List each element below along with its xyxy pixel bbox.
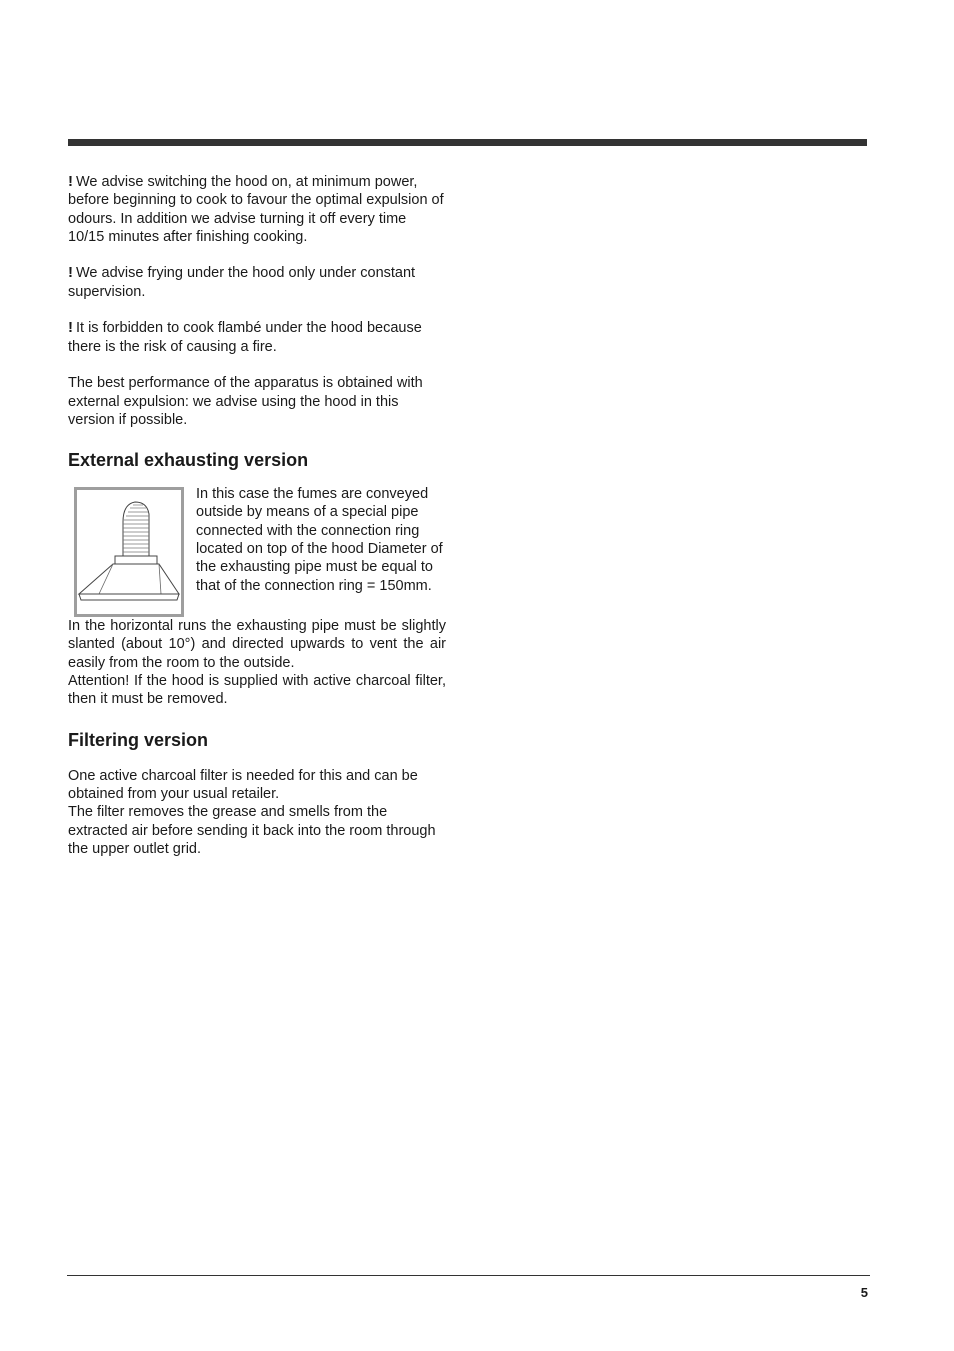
top-divider-bar: [68, 139, 867, 146]
warning-paragraph: [68, 319, 446, 356]
external-exhausting-heading: External exhausting version: [68, 450, 309, 471]
filtering-paragraph-1: One active charcoal filter is needed for this and can be obtained from your usual retailer.: [68, 767, 418, 802]
attention-paragraph: Attention! If the hood is supplied with active charcoal filter, then it must be removed.: [68, 673, 446, 708]
warning-paragraph: [68, 264, 446, 301]
warning-marker: !: [68, 264, 73, 282]
filtering-paragraph-2: The filter removes the grease and smells from the extracted air before sending it back into the room through the upper outlet grid.: [68, 804, 436, 857]
intro-paragraph: The best performance of the apparatus is obtained with external expulsion: we advise using the hood in this version if possible.: [68, 375, 423, 428]
warning-marker: !: [68, 173, 73, 190]
figure-caption-text: In this case the fumes are conveyed outside by means of a special pipe connected with the connection ring located on top of the hood Diameter of the exhausting pipe must be equal to that of the connection ring = 150mm.: [196, 486, 443, 594]
filtering-version-heading: Filtering version: [68, 729, 209, 750]
warning-marker: !: [68, 319, 73, 337]
main-column: [68, 173, 446, 858]
external-figure-block: [68, 485, 446, 617]
warning-text: We advise switching the hood on, at minimum power, before beginning to cook to favour the optimal expulsion of odours. In addition we advise turning it off every time 10/15 minutes after finishing cooking.: [68, 174, 444, 245]
page-number: 5: [860, 1285, 868, 1300]
bottom-divider-line: [67, 1275, 870, 1276]
hood-with-pipe-illustration: [74, 487, 184, 617]
horizontal-runs-paragraph: In the horizontal runs the exhausting pipe must be slightly slanted (about 10°) and directed upwards to vent the air easily from the room to the outside.: [68, 618, 446, 671]
warning-paragraph: [68, 173, 446, 246]
warning-text: We advise frying under the hood only under constant supervision.: [68, 265, 416, 300]
warning-text: It is forbidden to cook flambé under the hood because there is the risk of causing a fire.: [68, 320, 422, 355]
